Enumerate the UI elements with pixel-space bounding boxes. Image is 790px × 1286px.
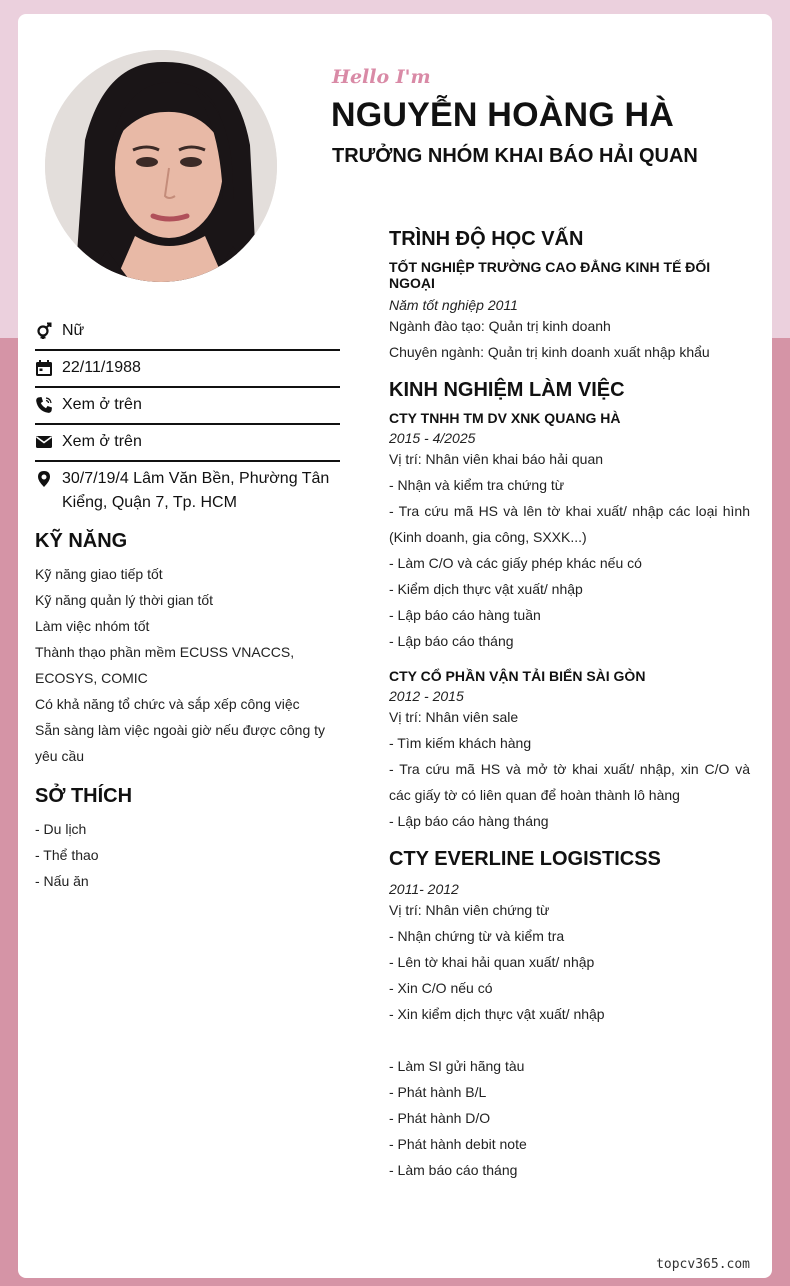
company-name: CTY EVERLINE LOGISTICSS	[389, 848, 661, 870]
job-entry	[389, 410, 750, 654]
job-line: - Phát hành D/O	[389, 1110, 491, 1126]
graduation-year: Năm tốt nghiệp 2011	[389, 297, 518, 313]
job-line: - Lập báo cáo hàng tuần	[389, 607, 541, 623]
contact-phone	[35, 388, 340, 425]
cv-card	[18, 14, 772, 1278]
job-period: 2011- 2012	[389, 881, 459, 897]
company-name: CTY CỔ PHẦN VẬN TẢI BIỂN SÀI GÒN	[389, 668, 646, 684]
list-item: Làm việc nhóm tốt	[35, 618, 150, 634]
job-line: - Kiểm dịch thực vật xuất/ nhập	[389, 581, 583, 597]
job-line: - Xin C/O nếu có	[389, 980, 493, 996]
job-entry	[389, 668, 750, 834]
profile-photo	[45, 50, 277, 282]
job-line: - Làm C/O và các giấy phép khác nếu có	[389, 555, 642, 571]
avatar-illustration	[45, 50, 277, 282]
gender-value: Nữ	[62, 322, 85, 339]
job-line: - Lập báo cáo hàng tháng	[389, 813, 549, 829]
job-line: - Làm SI gửi hãng tàu	[389, 1058, 525, 1074]
job-line: - Lên tờ khai hải quan xuất/ nhập	[389, 954, 595, 970]
email-icon	[35, 433, 53, 451]
education-section	[389, 228, 750, 365]
job-line: - Nhận chứng từ và kiểm tra	[389, 928, 565, 944]
job-line: - Phát hành debit note	[389, 1136, 527, 1152]
hobbies-list	[35, 816, 335, 894]
list-item: - Nấu ăn	[35, 873, 89, 889]
job-line: - Tra cứu mã HS và mở tờ khai xuất/ nhập, xin C/O và các giấy tờ có liên quan để hoàn thành lô hàng	[389, 761, 750, 803]
contact-gender	[35, 314, 340, 351]
skills-title: KỸ NĂNG	[35, 530, 128, 552]
job-line: - Nhận và kiểm tra chứng từ	[389, 477, 565, 493]
full-name: NGUYỄN HOÀNG HÀ	[331, 96, 675, 134]
calendar-icon	[35, 359, 53, 377]
birthday-value: 22/11/1988	[62, 359, 141, 376]
education-line: Chuyên ngành: Quản trị kinh doanh xuất nhập khẩu	[389, 344, 710, 360]
company-name: CTY TNHH TM DV XNK QUANG HÀ	[389, 410, 621, 426]
school-name: TỐT NGHIỆP TRƯỜNG CAO ĐẲNG KINH TẾ ĐỐI NGOẠI	[389, 259, 711, 291]
location-icon	[35, 470, 53, 488]
education-line: Ngành đào tạo: Quản trị kinh doanh	[389, 318, 611, 334]
list-item: Sẵn sàng làm việc ngoài giờ nếu được công ty yêu cầu	[35, 722, 326, 764]
job-line: - Làm báo cáo tháng	[389, 1162, 518, 1178]
experience-title: KINH NGHIỆM LÀM VIỆC	[389, 379, 625, 401]
contact-email	[35, 425, 340, 462]
job-line: Vị trí: Nhân viên khai báo hải quan	[389, 451, 604, 467]
job-period: 2012 - 2015	[389, 688, 464, 704]
gender-icon	[35, 322, 53, 340]
job-line: - Xin kiểm dịch thực vật xuất/ nhập	[389, 1006, 605, 1022]
contact-address	[35, 462, 340, 521]
job-entry	[389, 848, 750, 1183]
hobbies-title: SỞ THÍCH	[35, 785, 133, 807]
address-value: 30/7/19/4 Lâm Văn Bền, Phường Tân Kiểng, Quận 7, Tp. HCM	[62, 470, 330, 511]
job-line: - Tìm kiếm khách hàng	[389, 735, 532, 751]
job-position: TRƯỞNG NHÓM KHAI BÁO HẢI QUAN	[332, 145, 698, 167]
list-item: Thành thạo phần mềm ECUSS VNACCS, ECOSYS, COMIC	[35, 644, 295, 686]
hello-text: Hello I'm	[332, 66, 431, 88]
job-period: 2015 - 4/2025	[389, 430, 476, 446]
list-item: Có khả năng tổ chức và sắp xếp công việc	[35, 696, 300, 712]
education-title: TRÌNH ĐỘ HỌC VẤN	[389, 228, 584, 250]
list-item: Kỹ năng giao tiếp tốt	[35, 566, 163, 582]
job-line: Vị trí: Nhân viên sale	[389, 709, 519, 725]
phone-icon	[35, 396, 53, 414]
watermark: topcv365.com	[656, 1257, 750, 1272]
job-line: Vị trí: Nhân viên chứng từ	[389, 902, 550, 918]
skills-list	[35, 561, 335, 769]
contact-birthday	[35, 351, 340, 388]
email-value: Xem ở trên	[62, 433, 142, 450]
contact-list	[35, 314, 340, 521]
list-item: Kỹ năng quản lý thời gian tốt	[35, 592, 214, 608]
list-item: - Thể thao	[35, 847, 99, 863]
list-item: - Du lịch	[35, 821, 87, 837]
job-line-blank	[389, 1027, 750, 1053]
job-line: - Phát hành B/L	[389, 1084, 487, 1100]
job-line: - Lập báo cáo tháng	[389, 633, 514, 649]
experience-section	[389, 379, 750, 1183]
job-line: - Tra cứu mã HS và lên tờ khai xuất/ nhập các loại hình (Kinh doanh, gia công, SXXK...)	[389, 503, 750, 545]
phone-value: Xem ở trên	[62, 396, 142, 413]
